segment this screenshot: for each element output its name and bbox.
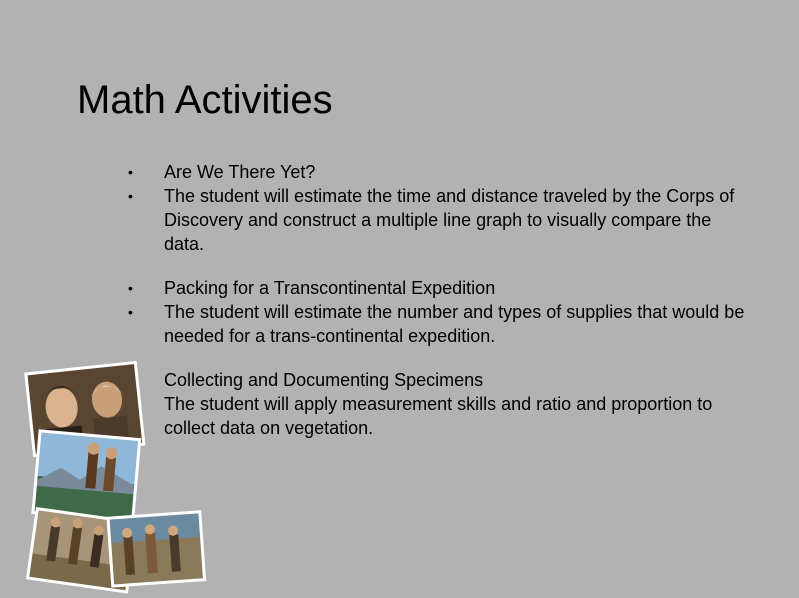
bullet-icon: • xyxy=(128,188,133,204)
expedition-image xyxy=(108,512,205,586)
activity-description: The student will apply measurement skills and ratio and proportion to collect data on vegetation. xyxy=(164,394,713,438)
bullet-icon: • xyxy=(128,304,133,320)
activity-title: Collecting and Documenting Specimens xyxy=(164,370,484,390)
bullet-icon: • xyxy=(128,280,133,296)
activity-description: The student will estimate the time and distance traveled by the Corps of Discovery and construct a multiple line graph to visually compare the data. xyxy=(164,186,735,254)
landscape-image xyxy=(33,431,140,521)
slide-title: Math Activities xyxy=(77,78,333,122)
bullet-icon: • xyxy=(128,164,133,180)
activity-title: Are We There Yet? xyxy=(164,162,316,182)
activity-title: Packing for a Transcontinental Expedition xyxy=(164,278,496,298)
activity-description: The student will estimate the number and types of supplies that would be needed for a trans-continental expedition. xyxy=(164,302,745,346)
